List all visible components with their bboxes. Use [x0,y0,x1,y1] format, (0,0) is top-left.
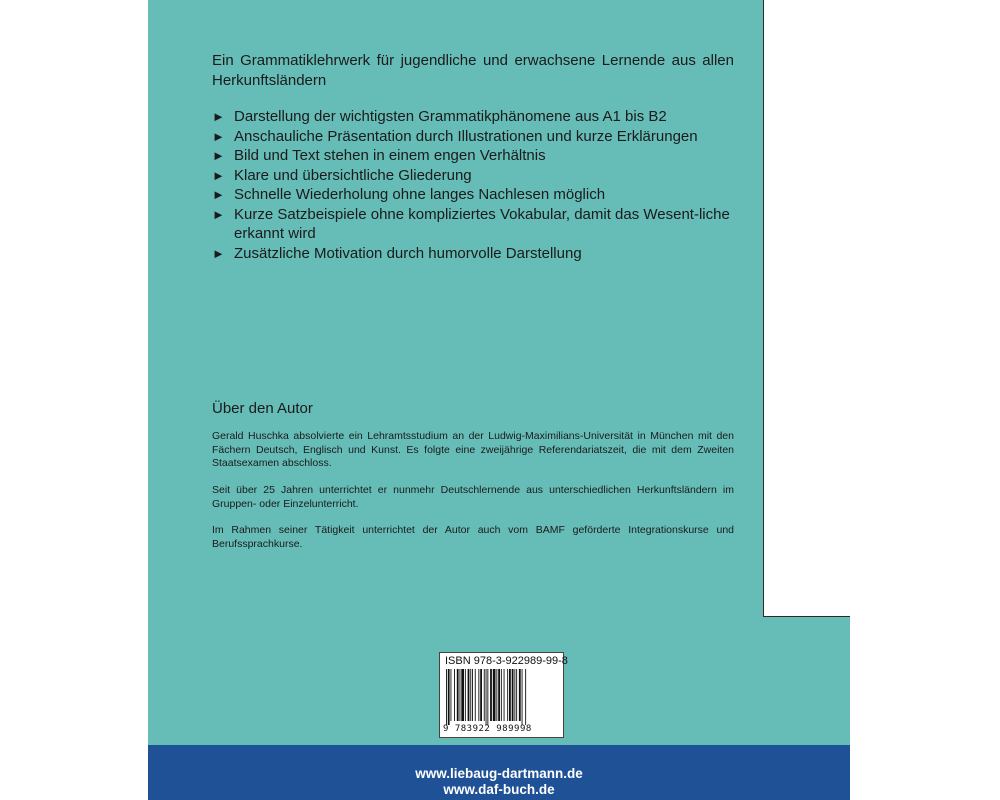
barcode-bar [514,669,515,721]
arrow-bullet-icon: ► [212,245,225,261]
barcode-bar [448,669,450,725]
barcode-icon [446,669,558,725]
arrow-bullet-icon: ► [212,109,225,124]
barcode-bar [454,669,455,721]
barcode-bar [519,669,521,721]
barcode-bar [486,669,487,725]
isbn-text: ISBN 978-3-922989-99-8 [445,655,568,667]
intro-text: Ein Grammatiklehrwerk für jugendliche und erwachsene Lernende aus allen Herkunftsländern [212,52,734,89]
barcode-bar [457,669,459,721]
author-heading: Über den Autor [212,400,313,417]
feature-text: Schnelle Wiederholung ohne langes Nachlesen möglich [234,186,606,203]
barcode-bar [460,669,461,721]
author-bio-paragraph: Im Rahmen seiner Tätigkeit unterrichtet der Autor auch vom BAMF geförderte Integrationskurse und Berufssprachkurse. [212,524,734,550]
arrow-bullet-icon: ► [212,148,225,163]
barcode-bar [472,669,473,721]
footer-link-publisher[interactable]: www.liebaug-dartmann.de [415,766,583,781]
barcode-bar [501,669,502,721]
arrow-bullet-icon: ► [212,187,225,202]
feature-text: Darstellung der wichtigsten Grammatikphänomene aus A1 bis B2 [234,108,667,125]
barcode-bar [470,669,471,721]
feature-item [212,146,742,166]
barcode-bar [487,669,488,725]
feature-text: Kurze Satzbeispiele ohne kompliziertes Vokabular, damit das Wesent-liche erkannt wird [234,205,730,242]
barcode-bar [475,669,476,721]
feature-text: Zusätzliche Motivation durch humorvolle Darstellung [234,244,582,262]
barcode-bar [509,669,511,721]
arrow-bullet-icon: ► [212,206,225,222]
feature-item [212,107,742,127]
barcode-bar [478,669,479,721]
barcode-bar [465,669,466,721]
barcode-bar [446,669,447,725]
feature-text: Anschauliche Präsentation durch Illustrationen und kurze Erklärungen [234,127,698,145]
author-bio-paragraph: Seit über 25 Jahren unterrichtet er nunmehr Deutschlernende aus unterschiedlichen Herkunftsländern im Gruppen- oder Einzelunterricht. [212,484,734,510]
barcode-bar [484,669,485,721]
barcode-bar [461,669,464,721]
barcode-bar [451,669,452,721]
barcode-bar [480,669,482,721]
barcode-bar [512,669,514,721]
feature-item [212,244,742,264]
arrow-bullet-icon: ► [212,128,225,144]
feature-item [212,166,742,186]
feature-item [212,127,742,147]
barcode-digits: 9 783922 989998 [443,724,532,734]
barcode-bar [525,669,526,725]
feature-item [212,185,742,205]
feature-list [212,107,742,263]
barcode-bar [516,669,517,721]
cover-notch-cutout [763,0,850,617]
arrow-bullet-icon: ► [212,167,225,183]
barcode-label [439,652,568,738]
feature-text: Bild und Text stehen in einem engen Verhältnis [234,147,546,164]
barcode-bar [496,669,497,721]
feature-text: Klare und übersichtliche Gliederung [234,166,472,184]
barcode-bar [493,669,496,721]
barcode-bar [507,669,508,721]
barcode-bar [498,669,500,721]
footer-bar [148,745,850,800]
barcode-bar [504,669,505,721]
author-bio-paragraph: Gerald Huschka absolvierte ein Lehramtsstudium an der Ludwig-Maximilians-Universität in München mit den Fächern Deutsch, Englisch und Kunst. Es folgte eine zweijährige Referendariatszeit, die mit dem Zweiten Staatsexamen abschloss. [212,430,734,469]
footer-link-daf-buch[interactable]: www.daf-buch.de [443,782,555,797]
barcode-bar [468,669,470,721]
barcode-bar [522,669,523,725]
barcode-bar [490,669,492,721]
feature-item [212,205,742,244]
